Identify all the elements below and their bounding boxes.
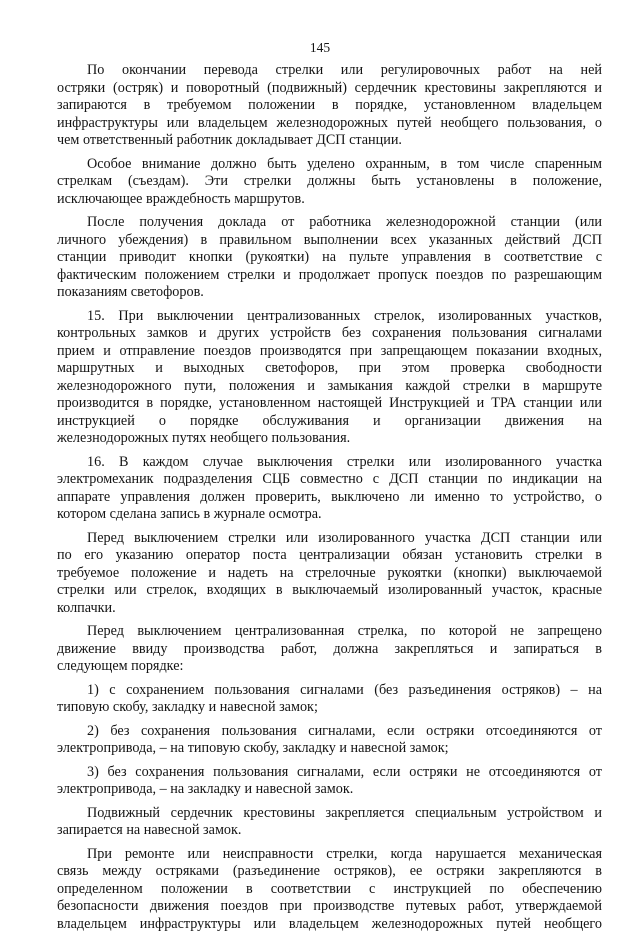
text-line: прием и отправление поездов производятся при запрещающем показании входных,: [57, 343, 602, 361]
paragraph: [57, 623, 602, 676]
paragraph: [57, 214, 602, 302]
text-line: запирается на навесной замок.: [57, 822, 602, 840]
text-line: стрелкам (съездам). Эти стрелки должны быть установлены в положение,: [57, 173, 602, 191]
text-line: Подвижный сердечник крестовины закрепляется специальным устройством и: [57, 805, 602, 823]
paragraph: [57, 156, 602, 209]
text-line: исключающее враждебность маршрутов.: [57, 191, 602, 209]
text-line: производится в порядке, установленном настоящей Инструкцией и ТРА станции или: [57, 395, 602, 413]
text-line: фактическим положением стрелки и продолжает пропуск поездов по разрешающим: [57, 267, 602, 285]
paragraph: [57, 764, 602, 799]
text-line: стрелки или стрелок, входящих в выключаемый изолированный участок, красные: [57, 582, 602, 600]
text-line: 16. В каждом случае выключения стрелки или изолированного участка: [57, 454, 602, 472]
text-line: следующем порядке:: [57, 658, 602, 676]
text-line: электропривода, – на закладку и навесной замок.: [57, 781, 602, 799]
text-line: железнодорожных путях необщего пользования.: [57, 430, 602, 448]
text-line: 3) без сохранения пользования сигналами, если остряки не отсоединяются от: [57, 764, 602, 782]
text-line: аппарате управления должен проверить, выключено ли именно то устройство, о: [57, 489, 602, 507]
paragraph: [57, 62, 602, 150]
document-body: [57, 62, 602, 933]
text-line: 15. При выключении централизованных стрелок, изолированных участков,: [57, 308, 602, 326]
text-line: владельцем инфраструктуры или владельцем железнодорожных путей необщего: [57, 916, 602, 933]
text-line: 2) без сохранения пользования сигналами, если остряки отсоединяются от: [57, 723, 602, 741]
text-line: колпачки.: [57, 600, 602, 618]
page-number: 145: [0, 40, 640, 56]
text-line: требуемое положение и надеть на стрелочные рукоятки (кнопки) выключаемой: [57, 565, 602, 583]
text-line: Перед выключением стрелки или изолированного участка ДСП станции или: [57, 530, 602, 548]
text-line: личного убеждения) в правильном выполнении всех указанных действий ДСП: [57, 232, 602, 250]
paragraph: [57, 723, 602, 758]
text-line: инструкцией о порядке обслуживания и организации движения на: [57, 413, 602, 431]
text-line: После получения доклада от работника железнодорожной станции (или: [57, 214, 602, 232]
text-line: Особое внимание должно быть уделено охранным, в том числе спаренным: [57, 156, 602, 174]
text-line: котором сделана запись в журнале осмотра.: [57, 506, 602, 524]
text-line: определенном положении в соответствии с инструкцией по обеспечению: [57, 881, 602, 899]
text-line: безопасности движения поездов при производстве путевых работ, утверждаемой: [57, 898, 602, 916]
text-line: контрольных замков и других устройств без сохранения пользования сигналами: [57, 325, 602, 343]
text-line: движение ввиду производства работ, должна закрепляться и запираться в: [57, 641, 602, 659]
text-line: станции приводит кнопки (рукоятки) на пульте управления в соответствие с: [57, 249, 602, 267]
text-line: маршрутных и выходных светофоров, при этом проверка свободности: [57, 360, 602, 378]
paragraph: [57, 805, 602, 840]
paragraph: [57, 846, 602, 933]
paragraph: [57, 682, 602, 717]
paragraph: [57, 530, 602, 618]
text-line: При ремонте или неисправности стрелки, когда нарушается механическая: [57, 846, 602, 864]
text-line: связь между остряками (разъединение остряков), ее остряки закрепляются в: [57, 863, 602, 881]
text-line: электромеханик подразделения СЦБ совместно с ДСП станции по индикации на: [57, 471, 602, 489]
text-line: Перед выключением централизованная стрелка, по которой не запрещено: [57, 623, 602, 641]
text-line: показаниям светофоров.: [57, 284, 602, 302]
text-line: По окончании перевода стрелки или регулировочных работ на ней: [57, 62, 602, 80]
text-line: электропривода, – на типовую скобу, закладку и навесной замок;: [57, 740, 602, 758]
text-line: по его указанию оператор поста централизации обязан установить стрелки в: [57, 547, 602, 565]
text-line: 1) с сохранением пользования сигналами (без разъединения остряков) – на: [57, 682, 602, 700]
text-line: инфраструктуры или владельцем железнодорожных путей необщего пользования, о: [57, 115, 602, 133]
text-line: чем ответственный работник докладывает ДСП станции.: [57, 132, 602, 150]
text-line: запираются в требуемом положении в порядке, установленном владельцем: [57, 97, 602, 115]
text-line: остряки (остряк) и поворотный (подвижный) сердечник крестовины закрепляются и: [57, 80, 602, 98]
text-line: типовую скобу, закладку и навесной замок;: [57, 699, 602, 717]
text-line: железнодорожного пути, положения и замыкания каждой стрелки в маршруте: [57, 378, 602, 396]
paragraph: [57, 308, 602, 448]
paragraph: [57, 454, 602, 524]
